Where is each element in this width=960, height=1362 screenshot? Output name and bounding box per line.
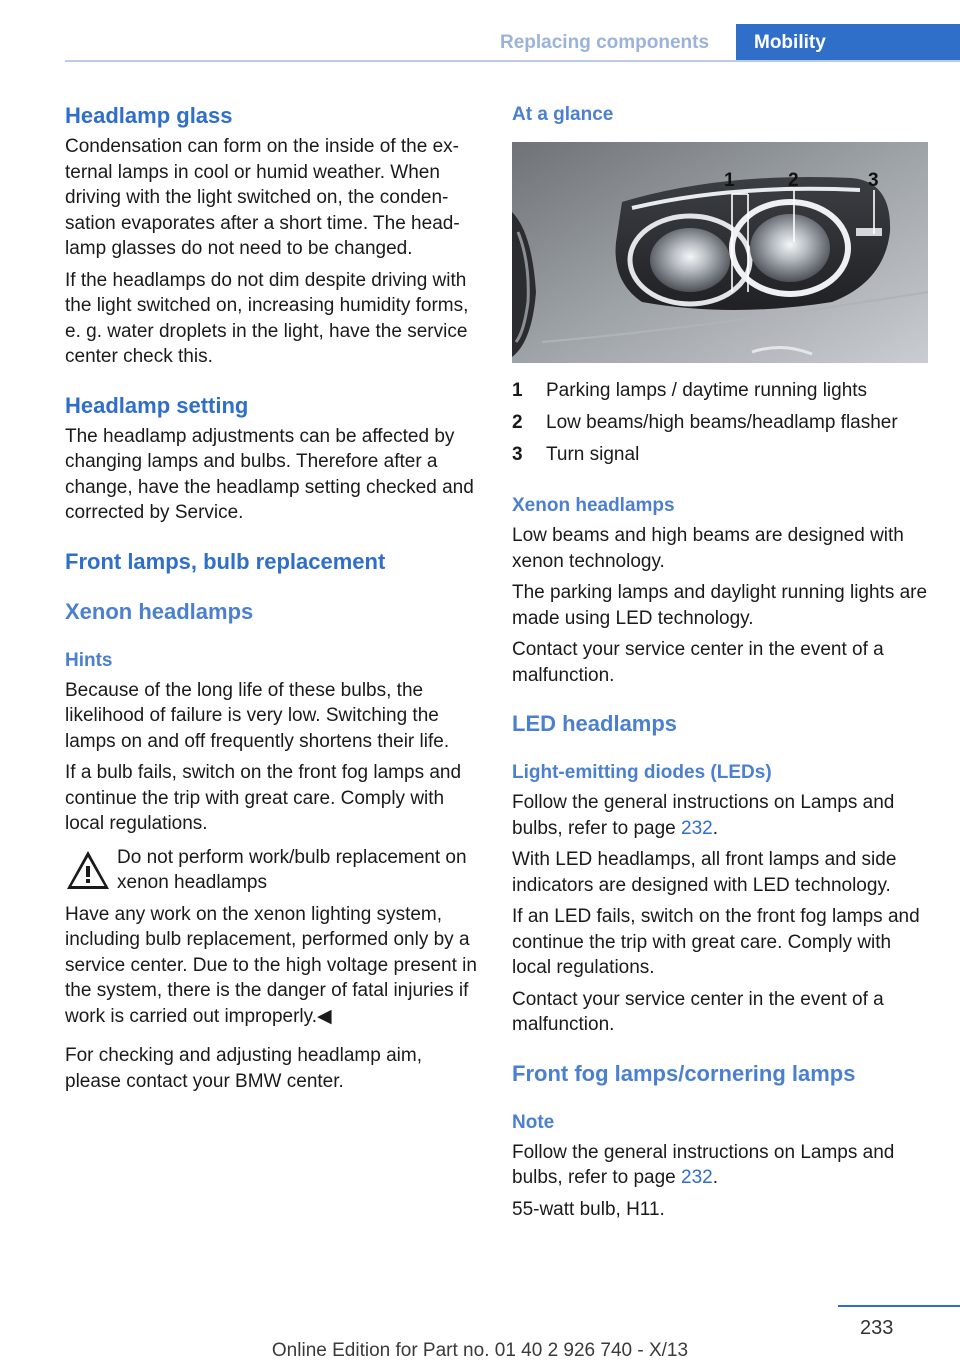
paragraph-xenon-tech: Low beams and high beams are designed with xenon technology.: [512, 525, 904, 572]
page-link-232[interactable]: 232: [681, 817, 713, 839]
photo-label-3: 3: [868, 170, 879, 191]
header-section-tab[interactable]: Replacing components: [500, 31, 710, 53]
heading-led-headlamps: LED headlamps: [512, 711, 678, 736]
paragraph-contact-service: Contact your service center in the event of a malfunction.: [512, 639, 884, 686]
paragraph-led-parking: The parking lamps and daylight running lights are made using LED technology.: [512, 582, 928, 629]
left-column: [65, 102, 481, 1094]
header-divider: [65, 60, 960, 62]
footer-edition: Online Edition for Part no. 01 40 2 926 740 - X/13: [271, 1340, 689, 1361]
legend-item: [512, 375, 928, 407]
warning-triangle-icon: [65, 849, 111, 893]
text-fragment: .: [712, 1167, 718, 1188]
photo-label-2: 2: [788, 170, 799, 191]
legend-number: 3: [512, 444, 523, 465]
warning-title: Do not perform work/bulb replacement on xenon headlamps: [117, 846, 467, 893]
photo-legend: [512, 375, 928, 471]
text-fragment: .: [712, 817, 718, 839]
paragraph-headlamp-aim: For checking and adjusting headlamp aim, please contact your BMW center.: [65, 1045, 422, 1092]
photo-label-1: 1: [724, 170, 735, 191]
legend-number: 1: [512, 380, 523, 401]
right-column: [512, 102, 928, 1222]
text-fragment: Follow the general instructions on Lamps and bulbs, refer to page: [512, 792, 895, 839]
legend-number: 2: [512, 412, 523, 433]
text-fragment: Follow the general instructions on Lamps and bulbs, refer to page: [512, 1141, 895, 1188]
page-link-232[interactable]: 232: [681, 1167, 713, 1188]
legend-item: [512, 439, 928, 471]
heading-front-lamps: Front lamps, bulb replacement: [65, 548, 386, 574]
paragraph-humidity: If the headlamps do not dim despite driving with the light switched on, increasing humidity forms, e. g. water droplets in the light, have the service center check this.: [65, 269, 469, 367]
legend-text: Turn signal: [546, 444, 640, 465]
heading-fog-lamps: Front fog lamps/cornering lamps: [512, 1060, 856, 1086]
paragraph-warning: Have any work on the xenon lighting system, including bulb replacement, performed only by a service center. Due to the high voltage present in the system, there is the danger of fatal injuries if work is carried out improperly.◀: [65, 903, 477, 1027]
paragraph-led-instructions: [512, 790, 928, 841]
warning-box: [65, 845, 481, 896]
heading-at-a-glance: At a glance: [512, 104, 614, 125]
legend-item: [512, 407, 928, 439]
heading-headlamp-setting: Headlamp setting: [65, 392, 249, 418]
paragraph-led-fails: If an LED fails, switch on the front fog lamps and continue the trip with great care. Comply with local regulations.: [512, 906, 920, 978]
headlamp-photo: [512, 142, 928, 363]
legend-text: Low beams/high beams/headlamp flasher: [546, 412, 898, 433]
heading-xenon-headlamps: Xenon headlamps: [65, 598, 254, 624]
legend-text: Parking lamps / daytime running lights: [546, 380, 868, 401]
paragraph-contact-service-2: Contact your service center in the event of a malfunction.: [512, 988, 884, 1035]
header-chapter-tab[interactable]: Mobility: [736, 24, 960, 61]
paragraph-condensation: Condensation can form on the inside of the ex‐ternal lamps in cool or humid weather. When driving with the light switched on, the conden‐sation evaporates after a short time. The head‐lamp glasses do not need to be changed.: [65, 136, 460, 259]
paragraph-bulb-type: 55-watt bulb, H11.: [512, 1198, 665, 1220]
heading-xenon-headlamps-right: Xenon headlamps: [512, 495, 675, 516]
paragraph-led-all-lamps: With LED headlamps, all front lamps and side indicators are designed with LED technology.: [512, 849, 897, 896]
heading-note: Note: [512, 1111, 555, 1133]
heading-headlamp-glass: Headlamp glass: [65, 103, 233, 128]
paragraph-setting: The headlamp adjustments can be affected by changing lamps and bulbs. Therefore after a change, have the headlamp setting checked and corrected by Service.: [65, 425, 474, 523]
heading-hints: Hints: [65, 649, 113, 671]
footer-divider: [838, 1305, 960, 1307]
paragraph-bulb-life: Because of the long life of these bulbs, the likelihood of failure is very low. Switching the lamps on and off frequently shortens their life.: [65, 679, 450, 752]
page-number: 233: [860, 1317, 894, 1339]
paragraph-fog-instructions: [512, 1140, 928, 1191]
paragraph-bulb-fails: If a bulb fails, switch on the front fog lamps and continue the trip with great care. Comply with local regulations.: [65, 762, 462, 834]
heading-leds: Light-emitting diodes (LEDs): [512, 762, 772, 783]
